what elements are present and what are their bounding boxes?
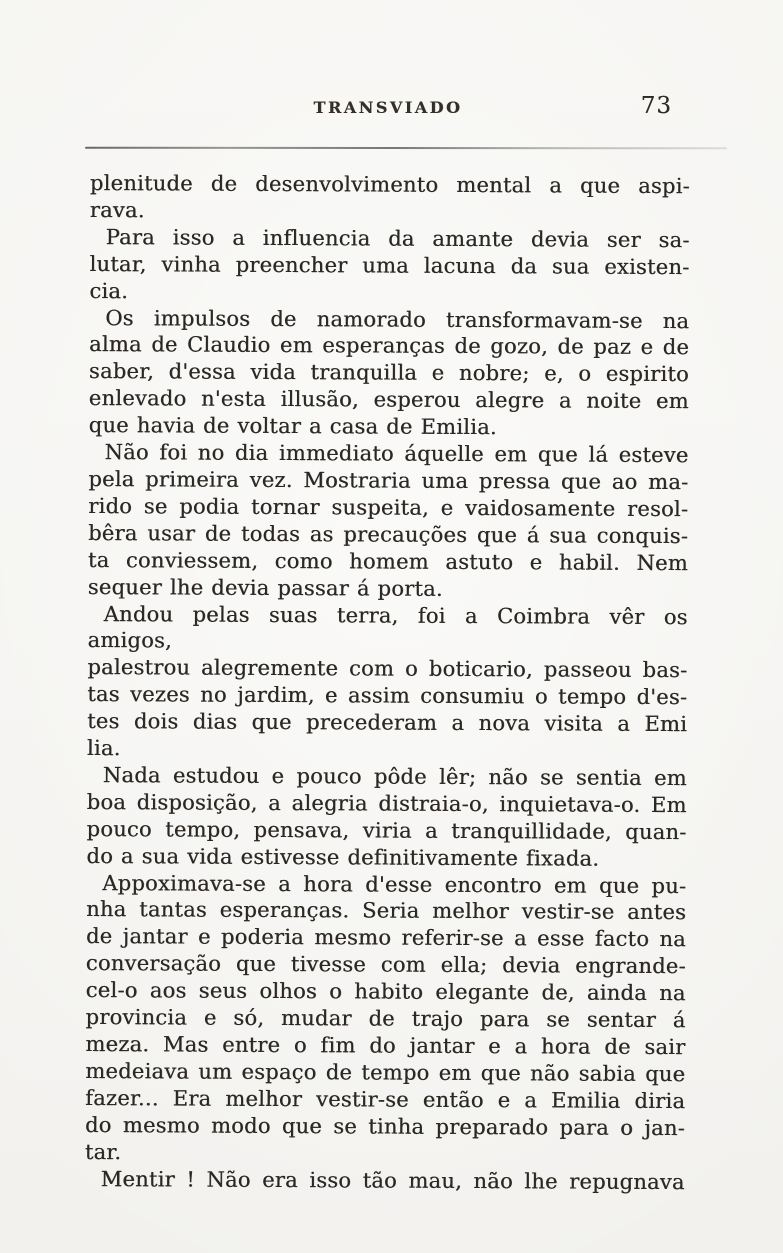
text-line: pela primeira vez. Mostraria uma pressa que ao ma-	[88, 466, 689, 495]
text-line: do mesmo modo que se tinha preparado para o jan-	[84, 1112, 686, 1140]
text-line: plenitude de desenvolvimento mental a que aspi-	[89, 170, 690, 199]
text-line: palestrou alegremente com o boticario, passeou bas-	[87, 655, 688, 683]
text-line: bêra usar de todas as precauções que á sua conquis-	[88, 520, 689, 548]
text-line: sequer lhe devia passar á porta.	[87, 574, 443, 601]
text-line: tar.	[84, 1139, 122, 1164]
text-line: pouco tempo, pensava, viria a tranquillidade, quan-	[86, 816, 687, 844]
body-text	[85, 170, 690, 1196]
page-number: 73	[640, 93, 672, 119]
text-line: lia.	[86, 736, 121, 761]
text-line: conversação que tivesse com ella; devia engrande-	[85, 951, 686, 979]
header-rule	[85, 147, 727, 150]
text-line: tas vezes no jardim, e assim consumiu o tempo d'es-	[87, 682, 688, 710]
text-line: rava.	[89, 197, 145, 223]
text-line: tes dois dias que precederam a nova visita a Emi	[87, 709, 688, 737]
page-header	[88, 93, 688, 119]
text-line: cia.	[89, 278, 129, 303]
text-line: Nada estudou e pouco pôde lêr; não se sentia em	[102, 763, 687, 791]
text-line: Não foi no dia immediato áquelle em que lá esteve	[104, 440, 689, 468]
text-line: alma de Claudio em esperanças de gozo, de paz e de	[89, 332, 690, 360]
text-line: do a sua vida estivesse definitivamente fixada.	[86, 843, 600, 871]
text-line: fazer... Era melhor vestir-se então e a Emilia diria	[85, 1085, 686, 1113]
text-line: nha tantas esperanças. Seria melhor vestir-se antes	[86, 897, 687, 925]
text-line: medeiava um espaço de tempo em que não sabia que	[85, 1058, 686, 1087]
text-line: saber, d'essa vida tranquilla e nobre; e, o espirito	[88, 359, 690, 387]
text-line: cel-o aos seus olhos o habito elegante de, ainda na	[85, 978, 686, 1006]
text-line: Mentir ! Não era isso tão mau, não lhe repugnava	[100, 1166, 685, 1194]
text-line: rido se podia tornar suspeita, e vaidosamente resol-	[88, 493, 689, 522]
text-line: Os impulsos de namorado transformavam-se na	[105, 305, 690, 333]
text-line: Andou pelas suas terra, foi a Coimbra vêr os amigos,	[87, 601, 688, 653]
running-title: TRANSVIADO	[313, 98, 463, 117]
text-line: Appoximava-se a hora d'esse encontro em que pu-	[102, 870, 687, 898]
text-line: de jantar e poderia mesmo referir-se a esse facto na	[85, 924, 687, 952]
text-line: ta conviessem, como homem astuto e habil. Nem	[87, 547, 689, 575]
text-line: boa disposição, a alegria distraia-o, inquietava-o. Em	[86, 789, 687, 817]
text-line: que havia de voltar a casa de Emilia.	[88, 413, 497, 440]
text-line: meza. Mas entre o fim do jantar e a hora de sair	[85, 1031, 686, 1060]
text-line: Para isso a influencia da amante devia ser sa-	[105, 224, 690, 252]
text-line: enlevado n'esta illusão, esperou alegre a noite em	[88, 386, 689, 414]
text-line: provincia e só, mudar de trajo para se sentar á	[85, 1005, 686, 1033]
text-line: lutar, vinha preencher uma lacuna da sua existen-	[89, 251, 690, 279]
